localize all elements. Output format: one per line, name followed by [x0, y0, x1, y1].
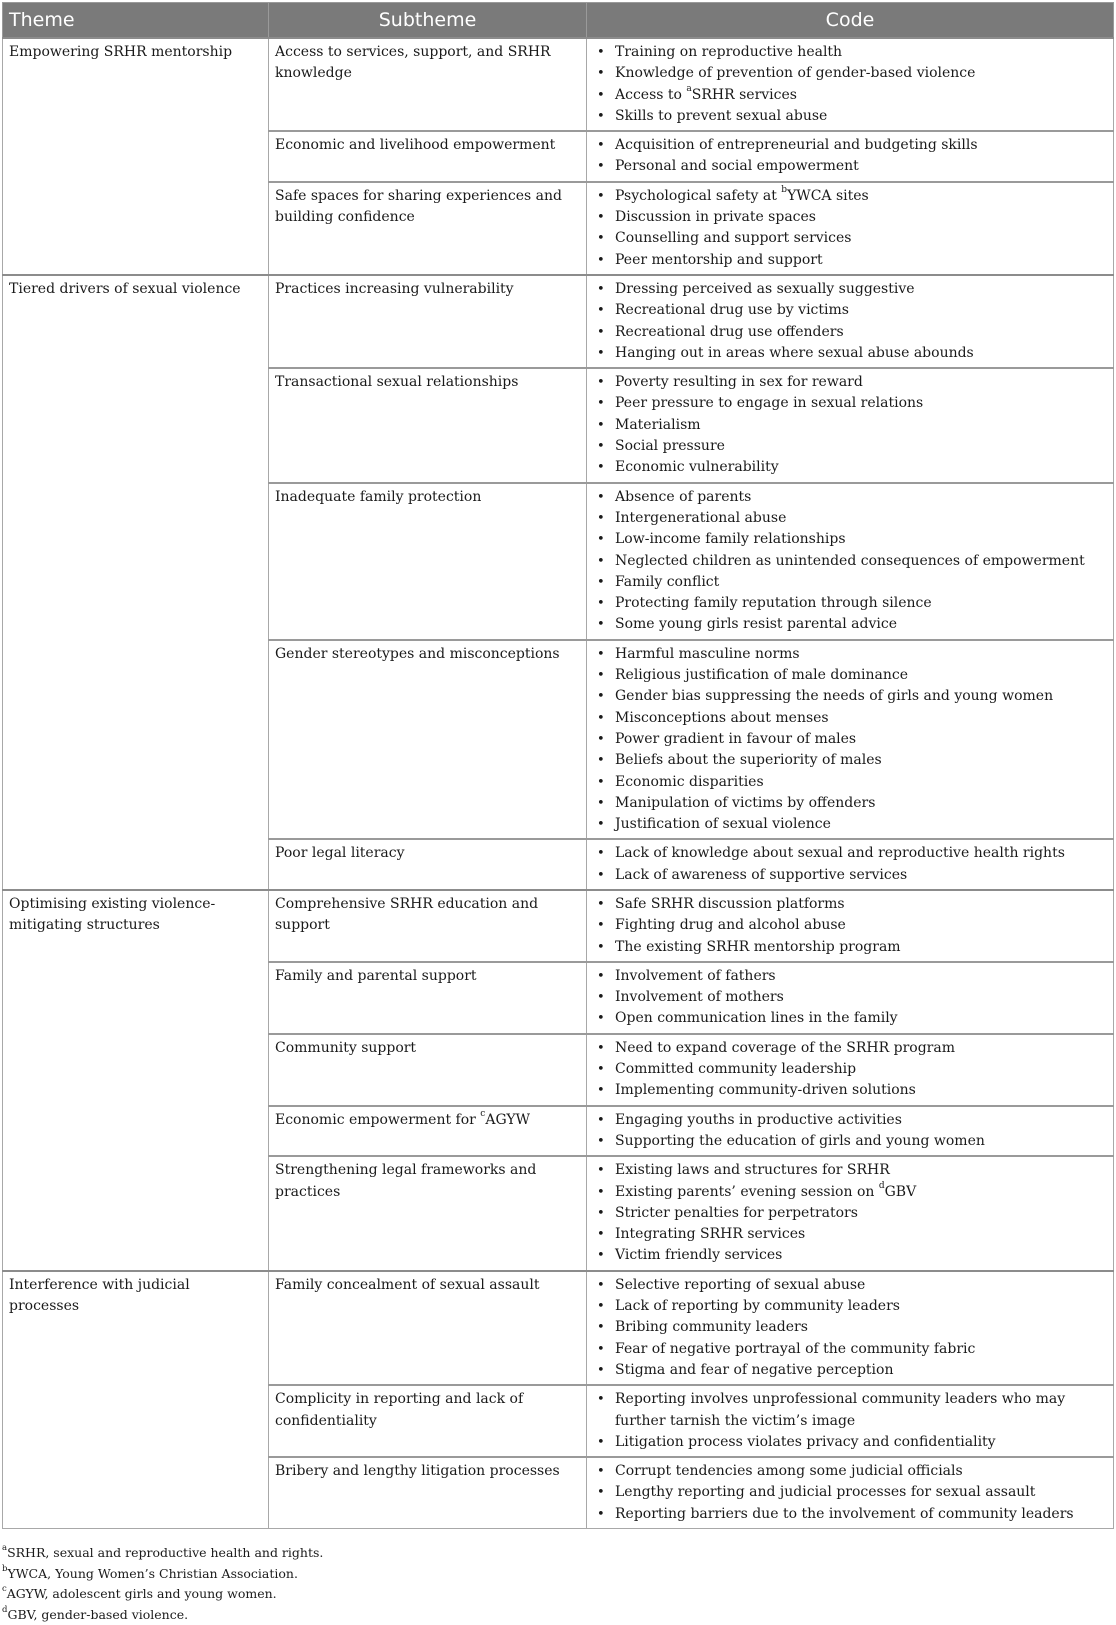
code-list — [593, 135, 1107, 178]
code-item — [615, 1389, 1107, 1432]
code-list — [593, 372, 1107, 478]
code-text: Involvement of fathers — [615, 968, 776, 984]
subtheme-name-suffix: AGYW — [485, 1112, 530, 1128]
table-header-row — [3, 3, 1114, 39]
code-item — [615, 1275, 1107, 1296]
code-text: Existing laws and structures for SRHR — [615, 1162, 890, 1178]
code-text: Reporting barriers due to the involvement of community leaders — [615, 1506, 1074, 1522]
code-text: Counselling and support services — [615, 230, 851, 246]
bullet-icon: • — [597, 300, 605, 321]
subtheme-cell — [269, 368, 587, 482]
code-item — [615, 1182, 1107, 1203]
code-item — [615, 457, 1107, 478]
code-cell — [587, 640, 1114, 840]
code-text: Misconceptions about menses — [615, 710, 829, 726]
theme-cell: Optimising existing violence-mitigating structures — [3, 890, 269, 1271]
code-text: Justification of sexual violence — [615, 816, 831, 832]
bullet-icon: • — [597, 1360, 605, 1381]
bullet-icon: • — [597, 865, 605, 886]
subtheme-name: Community support — [275, 1040, 416, 1056]
code-cell — [587, 1156, 1114, 1270]
code-item — [615, 156, 1107, 177]
code-text: Committed community leadership — [615, 1061, 856, 1077]
code-item — [615, 1482, 1107, 1503]
bullet-icon: • — [597, 1461, 605, 1482]
code-text: GBV — [885, 1184, 917, 1200]
bullet-icon: • — [597, 393, 605, 414]
code-text: Absence of parents — [615, 489, 751, 505]
code-text: The existing SRHR mentorship program — [615, 939, 901, 955]
code-text: Fear of negative portrayal of the community fabric — [615, 1341, 975, 1357]
code-list — [593, 843, 1107, 886]
column-header-theme: Theme — [3, 3, 269, 39]
code-item — [615, 436, 1107, 457]
code-item — [615, 42, 1107, 63]
code-item — [615, 937, 1107, 958]
bullet-icon: • — [597, 1275, 605, 1296]
code-item — [615, 750, 1107, 771]
table-row — [3, 275, 1114, 368]
code-cell — [587, 131, 1114, 182]
code-item — [615, 415, 1107, 436]
code-item — [615, 207, 1107, 228]
code-list — [593, 894, 1107, 958]
bullet-icon: • — [597, 1110, 605, 1131]
code-text: Selective reporting of sexual abuse — [615, 1277, 865, 1293]
code-text: Dressing perceived as sexually suggestive — [615, 281, 915, 297]
subtheme-cell — [269, 483, 587, 640]
code-item — [615, 1461, 1107, 1482]
code-item — [615, 1008, 1107, 1029]
footnote-text: GBV, gender-based violence. — [7, 1607, 188, 1622]
code-item — [615, 614, 1107, 635]
subtheme-cell — [269, 131, 587, 182]
code-text: Peer pressure to engage in sexual relations — [615, 395, 923, 411]
code-text: Training on reproductive health — [615, 44, 842, 60]
code-text: Power gradient in favour of males — [615, 731, 856, 747]
code-text: Involvement of mothers — [615, 989, 784, 1005]
code-text: Religious justification of male dominance — [615, 667, 908, 683]
footnote-text: YWCA, Young Women’s Christian Association. — [7, 1566, 298, 1581]
code-text: Personal and social empowerment — [615, 158, 859, 174]
code-text: Protecting family reputation through silence — [615, 595, 932, 611]
code-item — [615, 915, 1107, 936]
subtheme-name: Economic and livelihood empowerment — [275, 137, 555, 153]
code-text: Manipulation of victims by offenders — [615, 795, 875, 811]
bullet-icon: • — [597, 572, 605, 593]
table-row — [3, 1271, 1114, 1385]
code-item — [615, 529, 1107, 550]
bullet-icon: • — [597, 322, 605, 343]
subtheme-cell — [269, 275, 587, 368]
code-item — [615, 572, 1107, 593]
code-item — [615, 665, 1107, 686]
bullet-icon: • — [597, 186, 605, 207]
bullet-icon: • — [597, 85, 605, 106]
code-item — [615, 135, 1107, 156]
bullet-icon: • — [597, 1482, 605, 1503]
code-item — [615, 644, 1107, 665]
code-list — [593, 1275, 1107, 1381]
code-item — [615, 1110, 1107, 1131]
code-item — [615, 1131, 1107, 1152]
code-item — [615, 487, 1107, 508]
bullet-icon: • — [597, 915, 605, 936]
code-item — [615, 987, 1107, 1008]
subtheme-name: Transactional sexual relationships — [275, 374, 518, 390]
bullet-icon: • — [597, 135, 605, 156]
bullet-icon: • — [597, 1182, 605, 1203]
subtheme-cell — [269, 38, 587, 131]
bullet-icon: • — [597, 1339, 605, 1360]
code-item — [615, 843, 1107, 864]
code-item — [615, 1339, 1107, 1360]
bullet-icon: • — [597, 937, 605, 958]
bullet-icon: • — [597, 987, 605, 1008]
bullet-icon: • — [597, 843, 605, 864]
code-text: Implementing community-driven solutions — [615, 1082, 916, 1098]
code-item — [615, 85, 1107, 106]
code-item — [615, 228, 1107, 249]
subtheme-name: Poor legal literacy — [275, 845, 405, 861]
bullet-icon: • — [597, 1245, 605, 1266]
code-text: SRHR services — [692, 87, 797, 103]
code-item — [615, 63, 1107, 84]
code-text: Acquisition of entrepreneurial and budgeting skills — [615, 137, 978, 153]
subtheme-cell — [269, 1271, 587, 1385]
subtheme-cell — [269, 1385, 587, 1457]
subtheme-name: Bribery and lengthy litigation processes — [275, 1463, 560, 1479]
footnote — [2, 1605, 1113, 1625]
subtheme-cell — [269, 1156, 587, 1270]
code-item — [615, 1038, 1107, 1059]
code-cell — [587, 839, 1114, 890]
code-list — [593, 42, 1107, 127]
bullet-icon: • — [597, 1008, 605, 1029]
code-text: Recreational drug use by victims — [615, 302, 849, 318]
subtheme-cell — [269, 1106, 587, 1157]
code-item — [615, 1317, 1107, 1338]
footnote-marker: d — [879, 1181, 885, 1191]
column-header-subtheme: Subtheme — [269, 3, 587, 39]
code-text: Recreational drug use offenders — [615, 324, 844, 340]
code-item — [615, 106, 1107, 127]
code-list — [593, 966, 1107, 1030]
bullet-icon: • — [597, 614, 605, 635]
code-text: Bribing community leaders — [615, 1319, 808, 1335]
code-item — [615, 1224, 1107, 1245]
bullet-icon: • — [597, 686, 605, 707]
code-text: Lack of knowledge about sexual and reproductive health rights — [615, 845, 1065, 861]
code-item — [615, 686, 1107, 707]
bullet-icon: • — [597, 487, 605, 508]
footnote-marker: a — [2, 1543, 7, 1553]
code-text: Some young girls resist parental advice — [615, 616, 897, 632]
footnote-marker: d — [2, 1605, 7, 1615]
column-header-code: Code — [587, 3, 1114, 39]
bullet-icon: • — [597, 457, 605, 478]
bullet-icon: • — [597, 644, 605, 665]
code-text: Social pressure — [615, 438, 725, 454]
code-item — [615, 814, 1107, 835]
subtheme-name: Comprehensive SRHR education and support — [275, 896, 538, 933]
subtheme-cell — [269, 1034, 587, 1106]
code-text: Stricter penalties for perpetrators — [615, 1205, 858, 1221]
bullet-icon: • — [597, 1160, 605, 1181]
bullet-icon: • — [597, 1224, 605, 1245]
bullet-icon: • — [597, 1504, 605, 1525]
footnote-marker: b — [2, 1564, 7, 1574]
bullet-icon: • — [597, 42, 605, 63]
bullet-icon: • — [597, 894, 605, 915]
table-body — [3, 38, 1114, 1529]
code-item — [615, 250, 1107, 271]
code-item — [615, 1160, 1107, 1181]
bullet-icon: • — [597, 372, 605, 393]
theme-cell: Empowering SRHR mentorship — [3, 38, 269, 275]
subtheme-cell — [269, 839, 587, 890]
code-cell — [587, 1271, 1114, 1385]
bullet-icon: • — [597, 63, 605, 84]
table-row — [3, 38, 1114, 131]
code-text: Skills to prevent sexual abuse — [615, 108, 827, 124]
code-list — [593, 279, 1107, 364]
code-text: Open communication lines in the family — [615, 1010, 898, 1026]
footnote-text: SRHR, sexual and reproductive health and rights. — [7, 1545, 323, 1560]
code-item — [615, 865, 1107, 886]
bullet-icon: • — [597, 551, 605, 572]
code-item — [615, 300, 1107, 321]
code-list — [593, 487, 1107, 636]
code-text: Beliefs about the superiority of males — [615, 752, 882, 768]
code-cell — [587, 1106, 1114, 1157]
code-item — [615, 894, 1107, 915]
bullet-icon: • — [597, 1389, 605, 1410]
subtheme-cell — [269, 640, 587, 840]
bullet-icon: • — [597, 593, 605, 614]
code-list — [593, 1389, 1107, 1453]
subtheme-name: Gender stereotypes and misconceptions — [275, 646, 560, 662]
code-list — [593, 186, 1107, 271]
footnote-marker: b — [781, 185, 787, 195]
bullet-icon: • — [597, 665, 605, 686]
footnote — [2, 1543, 1113, 1564]
bullet-icon: • — [597, 250, 605, 271]
document — [2, 2, 1113, 1625]
table-row — [3, 890, 1114, 962]
code-text-prefix: Existing parents’ evening session on — [615, 1184, 879, 1200]
subtheme-name: Economic empowerment for — [275, 1112, 480, 1128]
bullet-icon: • — [597, 415, 605, 436]
theme-cell: Tiered drivers of sexual violence — [3, 275, 269, 890]
subtheme-cell — [269, 962, 587, 1034]
code-text-prefix: Psychological safety at — [615, 188, 781, 204]
code-cell — [587, 182, 1114, 275]
bullet-icon: • — [597, 1317, 605, 1338]
code-item — [615, 372, 1107, 393]
code-item — [615, 1203, 1107, 1224]
code-text: Lack of awareness of supportive services — [615, 867, 907, 883]
code-text: Fighting drug and alcohol abuse — [615, 917, 846, 933]
code-cell — [587, 1385, 1114, 1457]
code-text: Poverty resulting in sex for reward — [615, 374, 863, 390]
bullet-icon: • — [597, 228, 605, 249]
bullet-icon: • — [597, 106, 605, 127]
bullet-icon: • — [597, 279, 605, 300]
code-text: Low-income family relationships — [615, 531, 846, 547]
code-text: Supporting the education of girls and young women — [615, 1133, 985, 1149]
code-text: Litigation process violates privacy and confidentiality — [615, 1434, 996, 1450]
code-text: Lack of reporting by community leaders — [615, 1298, 900, 1314]
code-text: Hanging out in areas where sexual abuse abounds — [615, 345, 974, 361]
code-item — [615, 729, 1107, 750]
code-list — [593, 1110, 1107, 1153]
code-item — [615, 966, 1107, 987]
code-text: Engaging youths in productive activities — [615, 1112, 902, 1128]
code-text: Integrating SRHR services — [615, 1226, 805, 1242]
code-item — [615, 1080, 1107, 1101]
subtheme-name: Complicity in reporting and lack of confidentiality — [275, 1391, 523, 1428]
code-text: Safe SRHR discussion platforms — [615, 896, 845, 912]
subtheme-name: Inadequate family protection — [275, 489, 481, 505]
code-text: Peer mentorship and support — [615, 252, 823, 268]
code-text: Gender bias suppressing the needs of girls and young women — [615, 688, 1053, 704]
code-item — [615, 793, 1107, 814]
code-item — [615, 508, 1107, 529]
bullet-icon: • — [597, 1432, 605, 1453]
bullet-icon: • — [597, 1203, 605, 1224]
code-text: Lengthy reporting and judicial processes for sexual assault — [615, 1484, 1035, 1500]
code-text: Harmful masculine norms — [615, 646, 800, 662]
code-text: Materialism — [615, 417, 701, 433]
bullet-icon: • — [597, 1059, 605, 1080]
code-cell — [587, 483, 1114, 640]
code-text: Family conflict — [615, 574, 719, 590]
code-item — [615, 186, 1107, 207]
bullet-icon: • — [597, 772, 605, 793]
subtheme-name: Access to services, support, and SRHR knowledge — [275, 44, 551, 81]
subtheme-name: Family and parental support — [275, 968, 477, 984]
code-item — [615, 1360, 1107, 1381]
footnote-marker: c — [2, 1584, 7, 1594]
code-cell — [587, 275, 1114, 368]
bullet-icon: • — [597, 814, 605, 835]
code-cell — [587, 1457, 1114, 1528]
bullet-icon: • — [597, 750, 605, 771]
code-text: Economic disparities — [615, 774, 764, 790]
subtheme-cell — [269, 1457, 587, 1528]
bullet-icon: • — [597, 207, 605, 228]
bullet-icon: • — [597, 156, 605, 177]
code-item — [615, 1296, 1107, 1317]
bullet-icon: • — [597, 966, 605, 987]
bullet-icon: • — [597, 343, 605, 364]
code-list — [593, 1160, 1107, 1266]
footnote — [2, 1584, 1113, 1605]
theme-cell: Interference with judicial processes — [3, 1271, 269, 1529]
code-item — [615, 708, 1107, 729]
code-text: Stigma and fear of negative perception — [615, 1362, 893, 1378]
table-footnotes — [2, 1543, 1113, 1625]
code-text: Neglected children as unintended consequences of empowerment — [615, 553, 1085, 569]
code-list — [593, 1461, 1107, 1525]
bullet-icon: • — [597, 729, 605, 750]
bullet-icon: • — [597, 793, 605, 814]
subtheme-name: Family concealment of sexual assault — [275, 1277, 540, 1293]
code-item — [615, 1059, 1107, 1080]
themes-table — [2, 2, 1114, 1529]
code-cell — [587, 890, 1114, 962]
code-item — [615, 1245, 1107, 1266]
bullet-icon: • — [597, 1131, 605, 1152]
code-item — [615, 343, 1107, 364]
footnote-text: AGYW, adolescent girls and young women. — [7, 1586, 277, 1601]
code-item — [615, 393, 1107, 414]
code-cell — [587, 962, 1114, 1034]
footnote-marker: a — [686, 84, 691, 94]
code-text: Knowledge of prevention of gender-based violence — [615, 65, 975, 81]
code-list — [593, 1038, 1107, 1102]
code-cell — [587, 1034, 1114, 1106]
footnote — [2, 1564, 1113, 1585]
code-list — [593, 644, 1107, 836]
subtheme-name: Safe spaces for sharing experiences and building confidence — [275, 188, 562, 225]
code-cell — [587, 38, 1114, 131]
code-item — [615, 551, 1107, 572]
code-text: Reporting involves unprofessional community leaders who may further tarnish the victim’s image — [615, 1391, 1065, 1428]
code-item — [615, 1432, 1107, 1453]
bullet-icon: • — [597, 1080, 605, 1101]
subtheme-cell — [269, 182, 587, 275]
code-text: Need to expand coverage of the SRHR program — [615, 1040, 955, 1056]
code-item — [615, 322, 1107, 343]
code-cell — [587, 368, 1114, 482]
code-item — [615, 772, 1107, 793]
code-text: Discussion in private spaces — [615, 209, 816, 225]
subtheme-cell — [269, 890, 587, 962]
bullet-icon: • — [597, 529, 605, 550]
code-text: Victim friendly services — [615, 1247, 782, 1263]
code-item — [615, 593, 1107, 614]
code-item — [615, 1504, 1107, 1525]
footnote-marker: c — [480, 1109, 485, 1119]
code-text-prefix: Access to — [615, 87, 686, 103]
bullet-icon: • — [597, 508, 605, 529]
code-item — [615, 279, 1107, 300]
subtheme-name: Practices increasing vulnerability — [275, 281, 514, 297]
code-text: Economic vulnerability — [615, 459, 779, 475]
bullet-icon: • — [597, 1038, 605, 1059]
subtheme-name: Strengthening legal frameworks and practices — [275, 1162, 536, 1199]
code-text: Intergenerational abuse — [615, 510, 786, 526]
bullet-icon: • — [597, 1296, 605, 1317]
bullet-icon: • — [597, 708, 605, 729]
bullet-icon: • — [597, 436, 605, 457]
code-text: YWCA sites — [787, 188, 869, 204]
code-text: Corrupt tendencies among some judicial officials — [615, 1463, 963, 1479]
